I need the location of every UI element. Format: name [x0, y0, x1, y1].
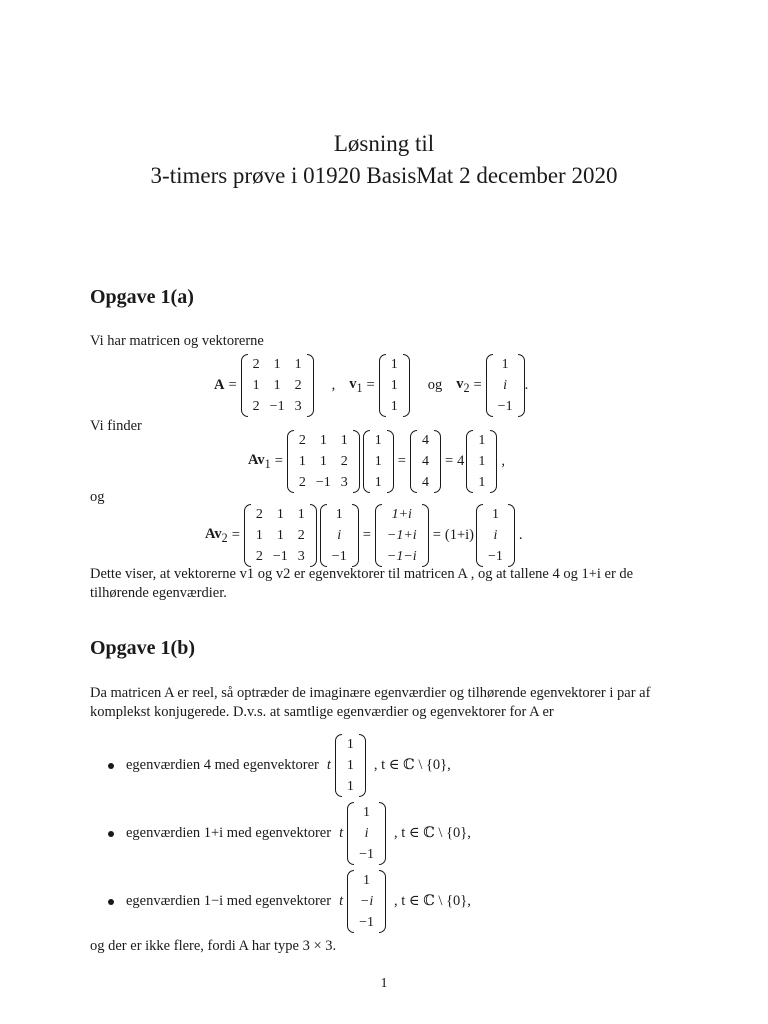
matrix-entry: 1	[346, 758, 354, 773]
intro-text-1b: Da matricen A er reel, så optræder de imaginære egenværdier og tilhørende egenvektorer i par af komplekst konjugerede. D.v.s. at samtlige egenværdier og egenvektorer for A er	[90, 685, 651, 720]
equals-sign: =	[231, 527, 240, 543]
matrix-entry: −1	[272, 549, 288, 564]
vector-v2-label: $v_2$	[456, 375, 470, 395]
bullet-parameter: t	[339, 825, 344, 841]
matrix-entry: −1+i	[386, 528, 417, 543]
matrix-entry: −1	[331, 549, 347, 564]
matrix-entry: i	[337, 528, 342, 543]
matrix-A	[287, 430, 360, 493]
matrix-entry: i	[364, 826, 369, 841]
matrix-entry: −1	[315, 475, 331, 490]
period: .	[524, 377, 529, 393]
matrix-entry: 1+i	[391, 507, 412, 522]
matrix-entry: 1	[255, 528, 263, 543]
matrix-entry: 1	[478, 433, 486, 448]
matrix-entry: i	[503, 378, 508, 393]
period: .	[518, 527, 523, 543]
page-number: 1	[380, 976, 388, 991]
matrix-entry: 2	[294, 378, 302, 393]
eigenvector	[335, 734, 366, 797]
equals-sign: =	[444, 453, 454, 469]
matrix-entry: 1	[319, 454, 327, 469]
scalar-factor: (1+i)	[444, 527, 474, 543]
matrix-entry: 2	[298, 475, 306, 490]
matrix-entry: 1	[319, 433, 327, 448]
Av2-label: $Av_2$	[205, 525, 228, 545]
bullet-icon	[108, 899, 114, 905]
section-heading-1b: Opgave 1(b)	[90, 637, 195, 659]
equals-sign: =	[473, 377, 482, 393]
comma: ,	[501, 453, 506, 469]
separator-comma: ,	[331, 377, 336, 393]
matrix-entry: 4	[421, 433, 429, 448]
matrix-entry: −1	[359, 847, 374, 862]
document-title-line-2: 3-timers prøve i 01920 BasisMat 2 december 2020	[150, 163, 618, 188]
matrix-entry: 1	[346, 779, 354, 794]
vector-v2	[320, 504, 359, 567]
bullet-prefix: egenværdien 1−i med egenvektorer	[126, 893, 332, 909]
equals-sign: =	[397, 453, 406, 469]
list-item	[108, 870, 471, 933]
matrix-entry: i	[493, 528, 498, 543]
closing-text-1b: og der er ikke flere, fordi A har type 3 × 3.	[90, 938, 337, 954]
bullet-prefix: egenværdien 4 med egenvektorer	[126, 757, 319, 773]
equation-definitions	[214, 354, 528, 417]
matrix-entry: 1	[273, 357, 281, 372]
bullet-prefix: egenværdien 1+i med egenvektorer	[126, 825, 332, 841]
result-vector	[410, 430, 441, 493]
matrix-A	[244, 504, 317, 567]
og-text: og	[90, 489, 105, 505]
og-word: og	[427, 377, 443, 393]
document-title-line-1: Løsning til	[333, 131, 435, 156]
bullet-suffix: , t ∈ ℂ \ {0},	[373, 757, 451, 773]
matrix-entry: 1	[252, 378, 260, 393]
matrix-entry: 1	[340, 433, 348, 448]
matrix-entry: 1	[501, 357, 509, 372]
equals-sign: =	[362, 527, 371, 543]
matrix-entry: 1	[363, 805, 371, 820]
equals-sign: =	[432, 527, 441, 543]
vector-v2	[486, 354, 525, 417]
vector-v1	[363, 430, 394, 493]
matrix-entry: 1	[374, 454, 382, 469]
matrix-entry: 2	[255, 507, 263, 522]
matrix-entry: 4	[421, 454, 429, 469]
matrix-entry: 1	[363, 873, 371, 888]
matrix-entry: 2	[252, 399, 260, 414]
eigenvector	[347, 802, 386, 865]
bullet-parameter: t	[326, 757, 331, 773]
conclusion-text-1a: Dette viser, at vektorerne v1 og v2 er egenvektorer til matricen A , og at tallene 4 og 1+i er de tilhørende egenværdier.	[90, 566, 634, 601]
vi-finder-text: Vi finder	[90, 418, 142, 434]
matrix-A-label: A	[214, 377, 225, 393]
matrix-entry: 3	[340, 475, 348, 490]
section-heading-1a: Opgave 1(a)	[90, 286, 194, 308]
list-item	[108, 734, 451, 797]
bullet-suffix: , t ∈ ℂ \ {0},	[394, 893, 471, 909]
bullet-icon	[108, 763, 114, 769]
matrix-entry: 2	[255, 549, 263, 564]
equals-sign: =	[366, 377, 375, 393]
vector-v1	[466, 430, 497, 493]
matrix-entry: 1	[390, 378, 398, 393]
bullet-suffix: , t ∈ ℂ \ {0},	[394, 825, 471, 841]
equation-Av2	[205, 504, 523, 567]
matrix-entry: 1	[390, 357, 398, 372]
matrix-entry: 2	[298, 433, 306, 448]
matrix-entry: 1	[335, 507, 343, 522]
bullet-parameter: t	[339, 893, 344, 909]
matrix-entry: 1	[478, 475, 486, 490]
matrix-A	[241, 354, 314, 417]
matrix-entry: 1	[297, 507, 305, 522]
equals-sign: =	[228, 377, 237, 393]
result-vector	[375, 504, 429, 567]
Av1-label: $Av_1$	[248, 451, 271, 471]
matrix-entry: −i	[359, 894, 374, 909]
matrix-entry: 3	[297, 549, 305, 564]
equals-sign: =	[274, 453, 283, 469]
matrix-entry: 1	[273, 378, 281, 393]
vector-v2	[476, 504, 515, 567]
matrix-entry: 1	[346, 737, 354, 752]
equation-Av1	[248, 430, 505, 493]
matrix-entry: −1−i	[386, 549, 417, 564]
matrix-entry: 3	[294, 399, 302, 414]
matrix-entry: 4	[421, 475, 429, 490]
matrix-entry: 1	[298, 454, 306, 469]
scalar-factor: 4	[457, 453, 465, 469]
vector-v1-label: $v_1$	[349, 375, 363, 395]
matrix-entry: 1	[491, 507, 499, 522]
matrix-entry: 2	[252, 357, 260, 372]
matrix-entry: 1	[390, 399, 398, 414]
matrix-entry: 1	[374, 433, 382, 448]
matrix-entry: 1	[276, 528, 284, 543]
matrix-entry: 2	[340, 454, 348, 469]
list-item	[108, 802, 471, 865]
intro-text-1a: Vi har matricen og vektorerne	[90, 333, 264, 349]
matrix-entry: 1	[478, 454, 486, 469]
matrix-entry: −1	[359, 915, 374, 930]
matrix-entry: 2	[297, 528, 305, 543]
matrix-entry: −1	[488, 549, 503, 564]
vector-v1	[379, 354, 410, 417]
eigenvector	[347, 870, 386, 933]
matrix-entry: 1	[276, 507, 284, 522]
matrix-entry: −1	[497, 399, 513, 414]
bullet-icon	[108, 831, 114, 837]
matrix-entry: −1	[269, 399, 285, 414]
matrix-entry: 1	[294, 357, 302, 372]
matrix-entry: 1	[374, 475, 382, 490]
